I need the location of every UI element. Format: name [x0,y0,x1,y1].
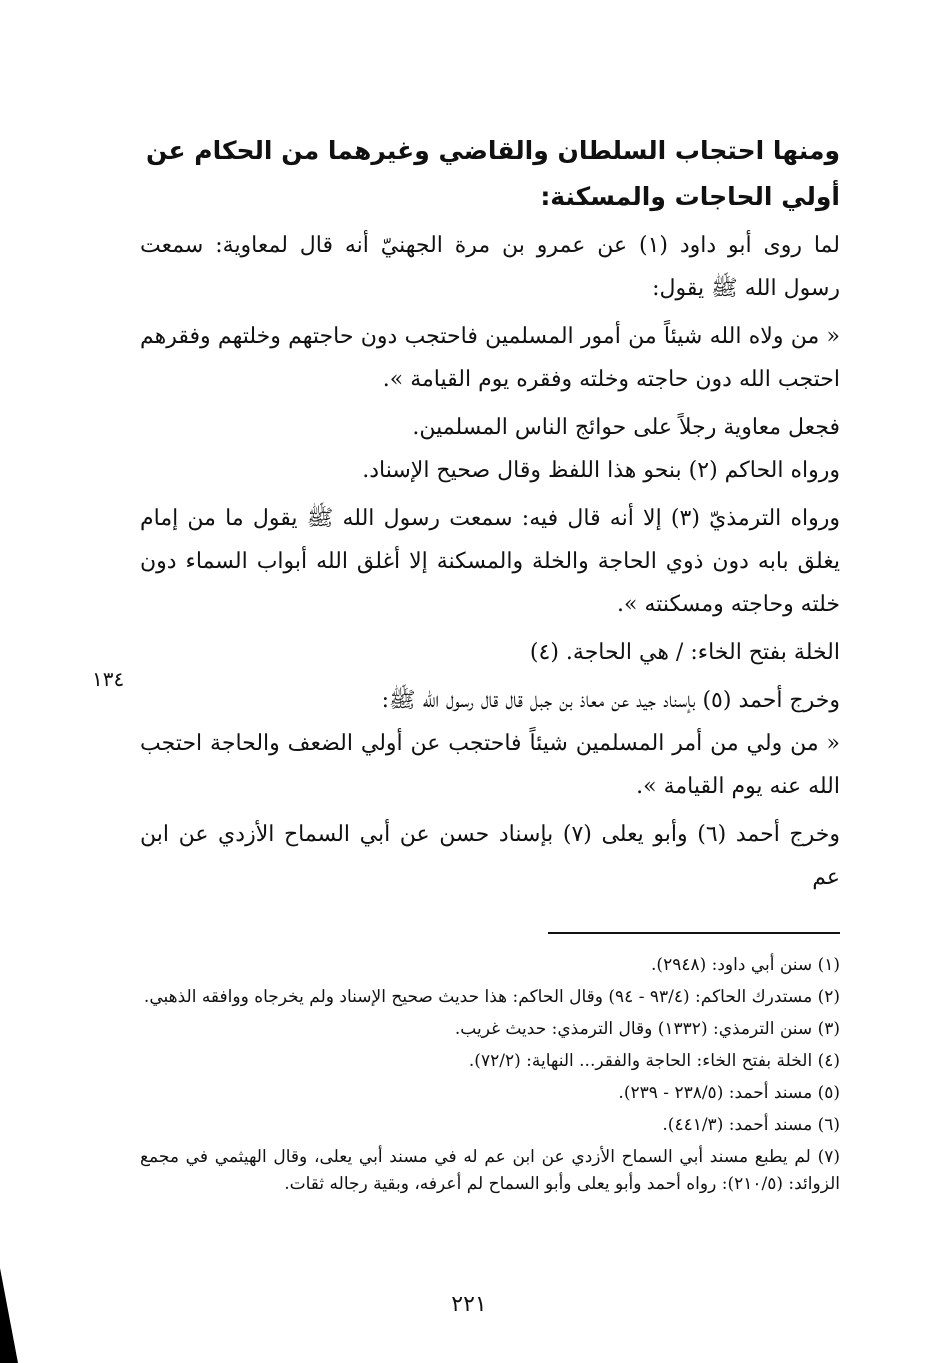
footnote: (١) سنن أبي داود: (٢٩٤٨). [651,955,840,975]
paragraph: وخرج أحمد (٥) بإسناد جيد عن معاذ بن جبل قال قال رسول الله ﷺ: [381,688,840,713]
footnote: (٥) مسند أحمد: (٢٣٨/٥ - ٢٣٩). [618,1083,840,1103]
footnote: (٤) الخلة بفتح الخاء: الحاجة والفقر... النهاية: (٧٢/٢). [468,1051,840,1071]
paragraph: الخلة بفتح الخاء: / هي الحاجة. (٤) [529,640,840,665]
footnote-separator [548,932,840,934]
footnote: (٣) سنن الترمذي: (١٣٣٢) وقال الترمذي: حديث غريب. [454,1019,840,1039]
hadith-quote: « من ولي من أمر المسلمين شيئاً فاحتجب عن أولي الضعف والحاجة احتجب الله عنه يوم القيامة ». [140,731,840,799]
marginal-page-reference: ١٣٤ [92,667,125,691]
footnote: (٢) مستدرك الحاكم: (٩٣/٤ - ٩٤) وقال الحاكم: هذا حديث صحيح الإسناد ولم يخرجاه ووافقه الذهبي. [143,987,840,1007]
page-number: ٢٢١ [451,1292,487,1317]
paragraph: وخرج أحمد (٦) وأبو يعلى (٧) بإسناد حسن عن أبي السماح الأزدي عن ابن عم [140,822,840,890]
hadith-quote: « من ولاه الله شيئاً من أمور المسلمين فاحتجب دون حاجتهم وخلتهم وفقرهم احتجب الله دون حاجته وخلته وفقره يوم القيامة ». [140,324,840,392]
paragraph: فجعل معاوية رجلاً على حوائج الناس المسلمين. [412,415,840,440]
paragraph: ورواه الحاكم (٢) بنحو هذا اللفظ وقال صحيح الإسناد. [362,458,840,483]
main-text [140,128,840,904]
paragraph: لما روى أبو داود (١) عن عمرو بن مرة الجهنيّ أنه قال لمعاوية: سمعت رسول الله ﷺ يقول: [140,233,840,301]
scan-edge-shadow [0,1268,18,1363]
paragraph: ورواه الترمذيّ (٣) إلا أنه قال فيه: سمعت رسول الله ﷺ يقول ما من إمام يغلق بابه دون ذوي الحاجة والخلة والمسكنة إلا أغلق الله أبواب السماء دون خلته وحاجته ومسكنته ». [140,506,840,617]
section-heading: ومنها احتجاب السلطان والقاضي وغيرهما من الحكام عن أولي الحاجات والمسكنة: [146,136,840,211]
footnotes [140,952,840,1203]
footnote: (٦) مسند أحمد: (٤٤١/٣). [662,1115,840,1135]
footnote: (٧) لم يطبع مسند أبي السماح الأزدي عن ابن عم له في مسند أبي يعلى، وقال الهيثمي في مجمع الزوائد: (٢١٠/٥): رواه أحمد وأبو يعلى وأبو السماح لم أعرفه، وبقية رجاله ثقات. [140,1147,840,1194]
